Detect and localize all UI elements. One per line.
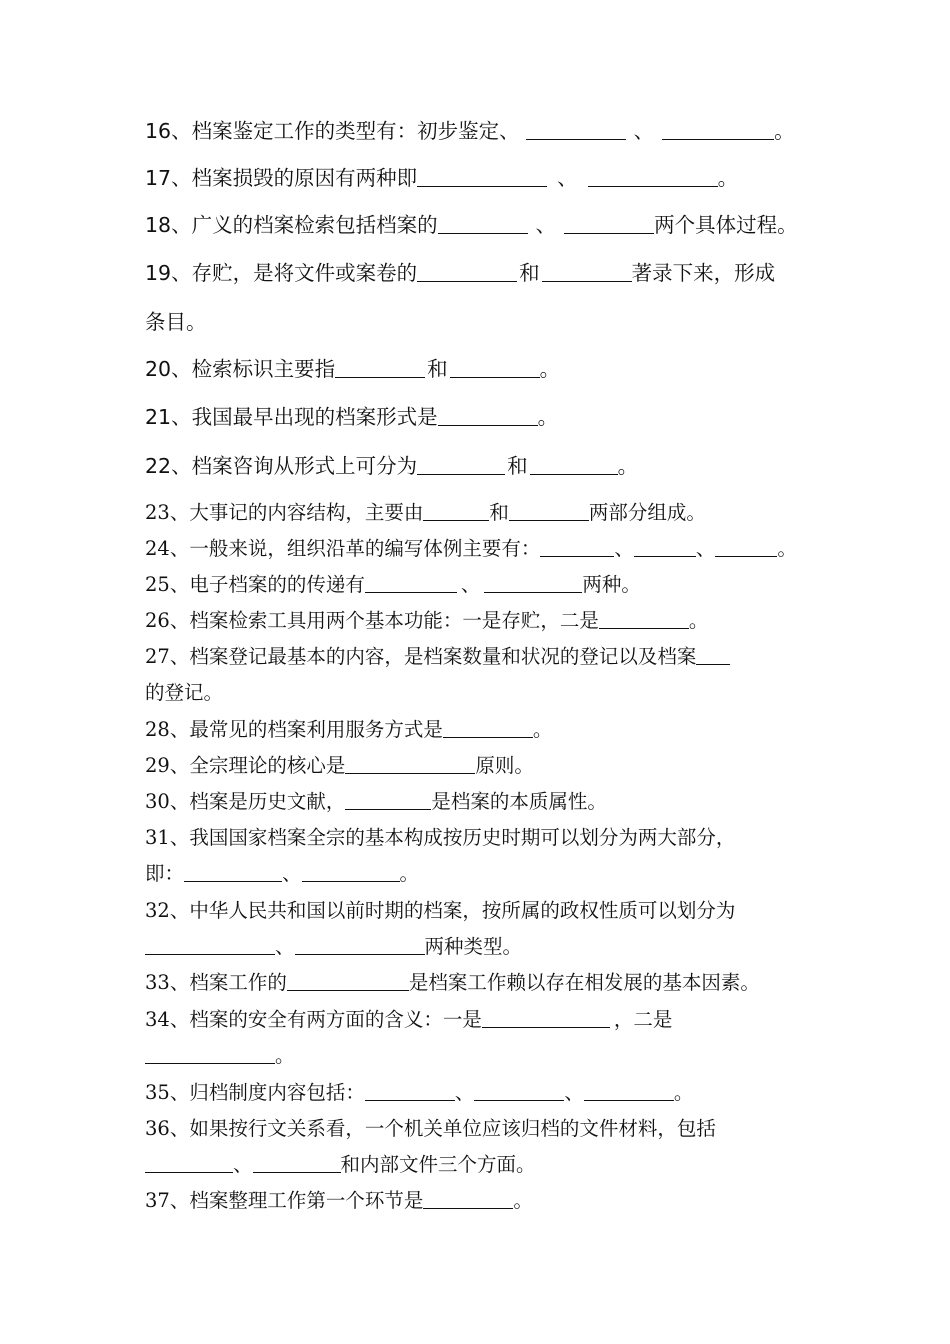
- answer-blank[interactable]: [423, 1207, 513, 1209]
- answer-blank[interactable]: [482, 1026, 610, 1028]
- question-text: 37、档案整理工作第一个环节是: [145, 1189, 424, 1212]
- separator: 、: [633, 119, 655, 143]
- answer-blank[interactable]: [253, 1171, 341, 1173]
- question-text: 29、全宗理论的核心是: [145, 754, 346, 777]
- question-19-continuation: [145, 305, 207, 335]
- separator: 、: [275, 935, 295, 958]
- question-text: 30、档案是历史文献，: [145, 790, 346, 813]
- question-text: 27、档案登记最基本的内容，是档案数量和状况的登记以及档案: [145, 645, 697, 668]
- answer-blank[interactable]: [662, 138, 774, 140]
- connector: 和: [489, 501, 509, 524]
- question-ending: 是档案的本质属性。: [431, 790, 607, 813]
- separator: 、: [535, 213, 557, 237]
- separator: 、: [282, 862, 302, 885]
- answer-blank[interactable]: [564, 232, 654, 234]
- question-text: 26、档案检索工具用两个基本功能：一是存贮，二是: [145, 609, 599, 632]
- question-28: [145, 714, 552, 742]
- question-ending: 。: [777, 537, 797, 560]
- question-text: 32、中华人民共和国以前时期的档案，按所属的政权性质可以划分为: [145, 899, 736, 922]
- question-18: [145, 208, 798, 238]
- question-text: 35、归档制度内容包括：: [145, 1081, 365, 1104]
- question-ending: 。: [537, 405, 559, 429]
- separator: 、: [614, 537, 634, 560]
- question-ending: 。: [539, 357, 561, 381]
- separator: 、: [564, 1081, 584, 1104]
- answer-blank[interactable]: [287, 989, 409, 991]
- question-21: [145, 400, 558, 430]
- connector: ，二是: [613, 1008, 673, 1031]
- question-33: [145, 967, 760, 995]
- question-36: [145, 1113, 716, 1141]
- question-20: [145, 352, 560, 382]
- question-27: [145, 641, 730, 669]
- answer-blank[interactable]: [715, 555, 777, 557]
- question-text: 28、最常见的档案利用服务方式是: [145, 718, 443, 741]
- answer-blank[interactable]: [540, 555, 614, 557]
- separator: 、: [454, 1081, 475, 1104]
- question-32-continuation: [145, 931, 522, 959]
- question-27-continuation: [145, 677, 223, 705]
- question-ending: 两个具体过程。: [654, 213, 798, 237]
- answer-blank[interactable]: [345, 772, 475, 774]
- question-text: 21、我国最早出现的档案形式是: [145, 405, 438, 429]
- question-text: 33、档案工作的: [145, 971, 287, 994]
- connector: 和: [427, 357, 448, 381]
- answer-blank[interactable]: [423, 519, 489, 521]
- question-ending: 。: [399, 862, 420, 885]
- question-text: 36、如果按行文关系看，一个机关单位应该归档的文件材料，包括: [145, 1117, 716, 1140]
- answer-blank[interactable]: [474, 1099, 564, 1101]
- question-ending: 是档案工作赖以存在相发展的基本因素。: [408, 971, 760, 994]
- question-31: [145, 822, 735, 850]
- question-text: 23、大事记的内容结构，主要由: [145, 501, 424, 524]
- answer-blank[interactable]: [443, 736, 533, 738]
- question-23: [145, 497, 706, 525]
- question-ending: 。: [688, 609, 709, 632]
- question-25: [145, 569, 641, 597]
- question-35: [145, 1077, 693, 1105]
- answer-blank[interactable]: [484, 591, 582, 593]
- answer-blank[interactable]: [145, 1171, 233, 1173]
- question-ending: 。: [617, 454, 639, 478]
- question-text: 19、存贮，是将文件或案卷的: [145, 261, 418, 285]
- answer-blank[interactable]: [509, 519, 589, 521]
- question-29: [145, 750, 534, 778]
- question-34-continuation: [145, 1040, 295, 1068]
- answer-blank[interactable]: [599, 627, 689, 629]
- question-text: 25、电子档案的的传递有: [145, 573, 365, 596]
- question-32: [145, 895, 735, 923]
- question-text: 24、一般来说，组织沿革的编写体例主要有：: [145, 537, 541, 560]
- connector: 和: [519, 261, 540, 285]
- question-text: 17、档案损毁的原因有两种即: [145, 166, 418, 190]
- answer-blank[interactable]: [438, 424, 538, 426]
- question-34: [145, 1004, 672, 1032]
- separator: 、: [460, 573, 481, 596]
- question-text: 16、档案鉴定工作的类型有：初步鉴定、: [145, 119, 520, 143]
- question-text: 34、档案的安全有两方面的含义：一是: [145, 1008, 482, 1031]
- answer-blank[interactable]: [438, 232, 528, 234]
- answer-blank[interactable]: [530, 473, 618, 475]
- answer-blank[interactable]: [184, 880, 282, 882]
- question-text: 20、检索标识主要指: [145, 357, 336, 381]
- question-30: [145, 786, 607, 814]
- answer-blank[interactable]: [450, 376, 540, 378]
- answer-blank[interactable]: [365, 591, 457, 593]
- question-24: [145, 533, 797, 561]
- answer-blank[interactable]: [145, 1062, 275, 1064]
- question-22: [145, 449, 638, 479]
- question-text: 22、档案咨询从形式上可分为: [145, 454, 418, 478]
- question-ending: 。: [673, 1081, 694, 1104]
- question-31-continuation: [145, 858, 419, 886]
- question-ending: 。: [717, 166, 739, 190]
- separator: 、: [557, 166, 578, 190]
- answer-blank[interactable]: [345, 808, 431, 810]
- answer-blank[interactable]: [417, 280, 517, 282]
- question-ending: 两部分组成。: [588, 501, 706, 524]
- answer-blank[interactable]: [365, 1099, 455, 1101]
- answer-blank[interactable]: [588, 185, 718, 187]
- question-ending: 原则。: [475, 754, 534, 777]
- question-37: [145, 1185, 533, 1213]
- answer-blank[interactable]: [696, 663, 730, 665]
- question-36-continuation: [145, 1149, 536, 1177]
- answer-blank[interactable]: [302, 880, 400, 882]
- question-26: [145, 605, 708, 633]
- connector: 和: [507, 454, 528, 478]
- question-text-line2: 的登记。: [145, 681, 224, 704]
- question-ending: 和内部文件三个方面。: [340, 1153, 536, 1176]
- answer-blank[interactable]: [417, 185, 547, 187]
- answer-blank[interactable]: [295, 953, 425, 955]
- answer-blank[interactable]: [584, 1099, 674, 1101]
- answer-blank[interactable]: [417, 473, 505, 475]
- question-17: [145, 161, 738, 191]
- question-ending: 。: [532, 718, 553, 741]
- question-ending: 两种类型。: [424, 935, 523, 958]
- question-text-line2: 条目。: [145, 310, 207, 334]
- question-text: 31、我国国家档案全宗的基本构成按历史时期可以划分为两大部分，: [145, 826, 736, 849]
- question-text-line2: 即：: [145, 862, 185, 885]
- question-ending: 著录下来，形成: [631, 261, 776, 285]
- separator: 、: [695, 537, 716, 560]
- answer-blank[interactable]: [542, 280, 632, 282]
- question-text: 18、广义的档案检索包括档案的: [145, 213, 438, 237]
- question-ending: 。: [275, 1044, 295, 1067]
- question-19: [145, 256, 775, 286]
- answer-blank[interactable]: [335, 376, 425, 378]
- answer-blank[interactable]: [526, 138, 626, 140]
- question-16: [145, 114, 795, 144]
- question-ending: 。: [513, 1189, 533, 1212]
- answer-blank[interactable]: [145, 953, 275, 955]
- answer-blank[interactable]: [634, 555, 696, 557]
- question-ending: 两种。: [582, 573, 641, 596]
- question-ending: 。: [774, 119, 795, 143]
- separator: 、: [233, 1153, 253, 1176]
